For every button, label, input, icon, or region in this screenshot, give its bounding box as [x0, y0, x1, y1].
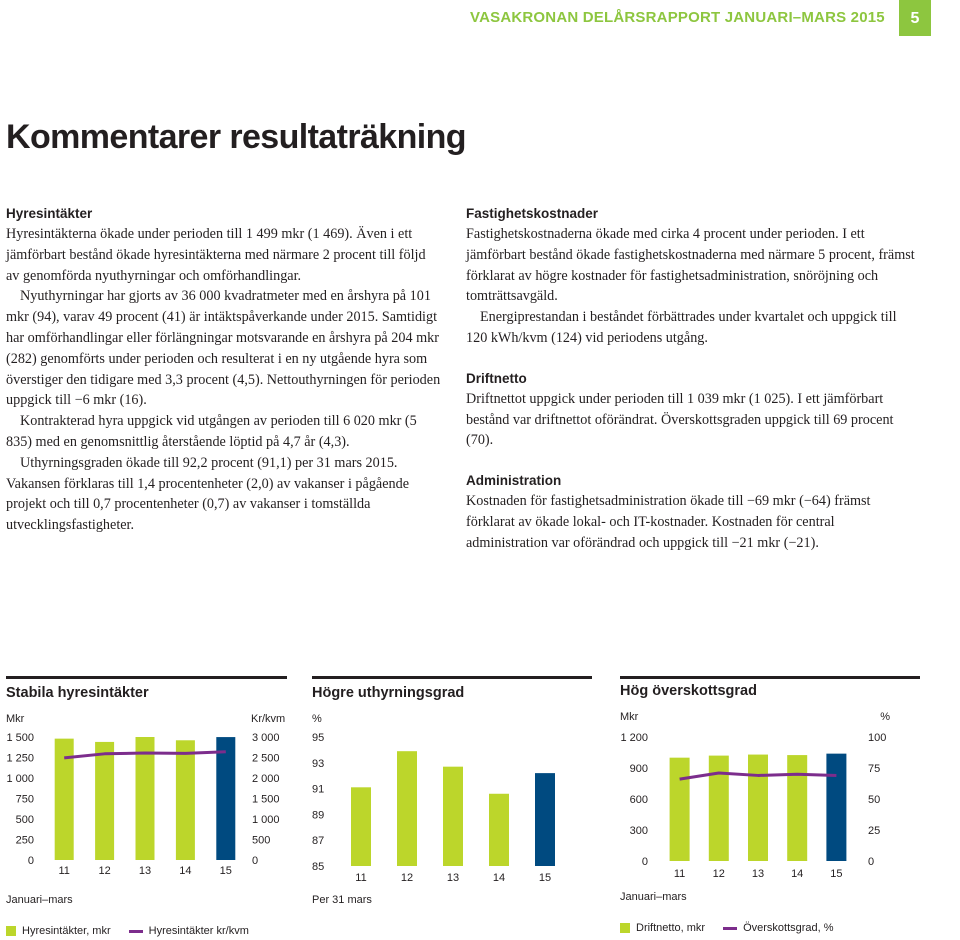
y-tick-label: 0: [641, 856, 648, 868]
bar: [826, 754, 846, 861]
page-title: Kommentarer resultaträkning: [6, 118, 466, 156]
x-tick-label: 15: [538, 872, 552, 884]
legend-chart-1: [6, 925, 249, 937]
y2-tick-label: 50: [868, 794, 881, 806]
chart-title-3: Hög överskottsgrad: [620, 683, 757, 699]
x-tick-label: 14: [492, 872, 506, 884]
y-unit-left: Mkr: [6, 713, 25, 725]
heading-hyresintakter: Hyresintäkter: [6, 206, 93, 221]
y-tick-label: 1 500: [6, 732, 34, 744]
y-tick-label: 93: [312, 757, 325, 770]
y-tick-label: 300: [629, 825, 648, 837]
bar: [397, 751, 417, 866]
y-unit-left: %: [312, 713, 322, 725]
y2-tick-label: 1 500: [252, 793, 280, 806]
legend-bar-swatch: [620, 923, 630, 933]
y2-tick-label: 2 000: [252, 773, 280, 785]
x-axis-label: Januari–mars: [620, 891, 687, 903]
chart-title-2: Högre uthyrningsgrad: [312, 685, 465, 701]
bar: [489, 794, 509, 866]
paragraph: Kostnaden för fastighetsadministration ökade till −69 mkr (−64) främst förklarat av ökade lokal- och IT-kostnader. Kostnaden för central administration var oförändrad och uppgick till −21 mkr (−21).: [466, 493, 871, 551]
y-tick-label: 87: [312, 835, 325, 848]
y2-tick-label: 3 000: [252, 732, 280, 744]
y-unit-right: Kr/kvm: [251, 713, 286, 725]
bar: [136, 737, 155, 860]
legend-label: Driftnetto, mkr: [636, 922, 706, 934]
bar: [709, 756, 729, 861]
y-tick-label: 750: [15, 793, 34, 806]
paragraph: Kontrakterad hyra uppgick vid utgången av perioden till 6 020 mkr (5 835) med en genomsnittlig återstående löptid på 4,7 år (4,3).: [6, 413, 417, 450]
paragraph: Hyresintäkterna ökade under perioden till 1 499 mkr (1 469). Även i ett jämförbart bestånd ökade hyresintäkterna med närmare 2 procent till följd av genomförda nyuthyrningar och omförhandlingar.: [6, 226, 426, 284]
x-axis-label: Per 31 mars: [312, 894, 372, 906]
x-tick-label: 14: [791, 868, 804, 880]
y-tick-label: 91: [312, 783, 325, 796]
x-tick-label: 13: [138, 865, 152, 877]
y-tick-label: 0: [27, 855, 34, 867]
y2-tick-label: 100: [868, 732, 887, 744]
legend-label: Överskottsgrad, %: [743, 922, 834, 934]
x-tick-label: 11: [355, 872, 367, 884]
x-tick-label: 13: [446, 872, 460, 884]
heading-administration: Administration: [466, 473, 562, 489]
bar: [95, 742, 114, 860]
y2-tick-label: 500: [252, 834, 271, 847]
y-tick-label: 250: [15, 834, 34, 847]
x-tick-label: 11: [673, 868, 686, 880]
y2-tick-label: 2 500: [252, 752, 280, 765]
running-head: VASAKRONAN DELÅRSRAPPORT JANUARI–MARS 2015: [470, 9, 885, 26]
paragraph: Energiprestandan i beståndet förbättrades under kvartalet och uppgick till 120 kWh/kvm (124) vid periodens utgång.: [466, 309, 897, 346]
bar: [787, 755, 807, 861]
x-tick-label: 12: [712, 868, 725, 880]
bar: [443, 767, 463, 866]
y2-tick-label: 1 000: [252, 814, 280, 826]
legend-label: Hyresintäkter, mkr: [22, 925, 111, 937]
page-number: 5: [899, 0, 931, 36]
y-tick-label: 1 200: [620, 732, 648, 744]
y-tick-label: 600: [629, 794, 648, 806]
x-tick-label: 15: [830, 868, 843, 880]
x-axis-label: Januari–mars: [6, 894, 73, 906]
bar: [748, 755, 768, 861]
y-tick-label: 85: [312, 861, 325, 873]
heading-fastighetskostnader: Fastighetskostnader: [466, 206, 599, 221]
heading-driftnetto: Driftnetto: [466, 370, 527, 386]
y-tick-label: 900: [629, 763, 648, 775]
legend-label: Hyresintäkter kr/kvm: [148, 925, 249, 937]
paragraph: Fastighetskostnaderna ökade med cirka 4 procent under perioden. I ett jämförbart bestånd ökade fastighetskostnaderna med närmare 5 procent, främst förklarat av högre kostnader för fastighetsadministration, snöröjning och tomträttsavgäld.: [466, 226, 915, 305]
y-tick-label: 1 250: [6, 752, 34, 765]
x-tick-label: 15: [219, 865, 232, 877]
bar: [351, 787, 371, 866]
legend-bar-swatch: [6, 926, 16, 936]
legend-line-swatch: [723, 927, 737, 930]
x-tick-label: 14: [179, 865, 192, 877]
y2-tick-label: 75: [868, 763, 881, 775]
x-tick-label: 12: [400, 872, 414, 884]
bar: [670, 758, 690, 861]
bar: [535, 773, 555, 866]
bar: [176, 740, 195, 860]
y-tick-label: 95: [312, 732, 325, 744]
legend-line-swatch: [129, 930, 143, 933]
y-unit-right: %: [880, 711, 890, 723]
y-tick-label: 500: [15, 814, 34, 826]
paragraph: Uthyrningsgraden ökade till 92,2 procent (91,1) per 31 mars 2015. Vakansen förklaras till 1,4 procentenheter (2,0) av vakanser i pågående projekt och till 0,7 procentenheter (0,7) av vakanser i tomställda utvecklingsfastigheter.: [6, 454, 409, 534]
y-unit-left: Mkr: [620, 711, 639, 723]
x-tick-label: 12: [98, 865, 111, 877]
y2-tick-label: 0: [252, 855, 259, 867]
x-tick-label: 13: [751, 868, 765, 880]
y-tick-label: 1 000: [6, 773, 34, 785]
chart-title-1: Stabila hyresintäkter: [6, 685, 149, 701]
x-tick-label: 11: [58, 865, 70, 877]
y2-tick-label: 25: [868, 825, 881, 837]
paragraph: Nyuthyrningar har gjorts av 36 000 kvadratmeter med en årshyra på 101 mkr (94), varav 49 procent (41) är intäktspåverkande under 2015. Samtidigt har omförhandlingar eller förlängningar motsvarande en årshyra på 204 mkr (282) genomförts under perioden och resulterat i en ny utgående hyra som överstiger den tidigare med 3,3 procent (4,5). Nettouthyrningen för perioden uppgick till −6 mkr (16).: [6, 288, 441, 409]
paragraph: Driftnettot uppgick under perioden till 1 039 mkr (1 025). I ett jämförbart bestånd var driftnettot oförändrat. Överskottsgraden uppgick till 69 procent (70).: [466, 390, 894, 449]
y-tick-label: 89: [312, 809, 325, 822]
bar: [216, 737, 235, 860]
legend-chart-3: [620, 922, 834, 934]
y2-tick-label: 0: [868, 856, 875, 868]
